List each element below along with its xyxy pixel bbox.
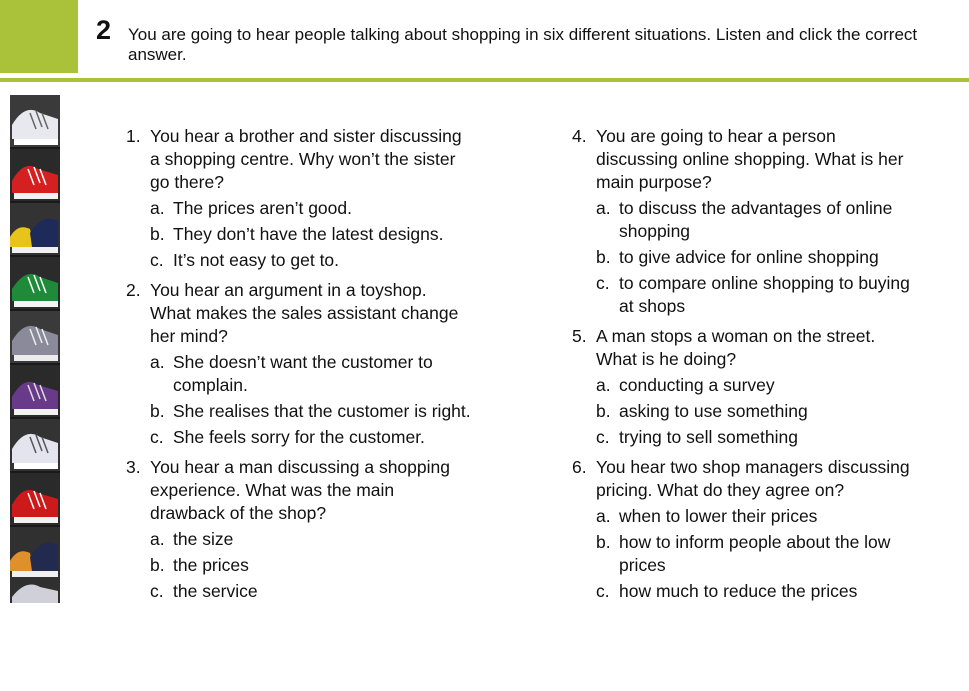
option-1a[interactable] bbox=[150, 197, 471, 220]
option-1c[interactable] bbox=[150, 249, 471, 272]
option-6b[interactable] bbox=[596, 531, 912, 577]
option-letter: a. bbox=[150, 529, 165, 549]
option-text: the size bbox=[173, 529, 234, 549]
option-letter: b. bbox=[150, 555, 165, 575]
header-divider bbox=[0, 78, 969, 82]
option-letter: a. bbox=[150, 352, 165, 372]
option-letter: c. bbox=[150, 581, 164, 601]
option-6a[interactable] bbox=[596, 505, 912, 528]
option-letter: c. bbox=[150, 427, 164, 447]
option-text: It’s not easy to get to. bbox=[173, 250, 340, 270]
question-5 bbox=[572, 325, 912, 452]
option-text: how much to reduce the prices bbox=[619, 581, 858, 601]
option-letter: a. bbox=[596, 375, 611, 395]
option-text: how to inform people about the low prices bbox=[619, 532, 891, 575]
option-text: when to lower their prices bbox=[619, 506, 818, 526]
option-letter: c. bbox=[596, 581, 610, 601]
question-1 bbox=[126, 125, 471, 275]
option-3c[interactable] bbox=[150, 580, 471, 603]
option-letter: b. bbox=[596, 247, 611, 267]
sneaker-row-white-2 bbox=[10, 419, 60, 471]
option-text: asking to use something bbox=[619, 401, 808, 421]
option-letter: c. bbox=[596, 273, 610, 293]
header-accent-block bbox=[0, 0, 78, 73]
question-number: 3. bbox=[126, 457, 141, 477]
option-text: the service bbox=[173, 581, 258, 601]
option-text: The prices aren’t good. bbox=[173, 198, 352, 218]
option-5c[interactable] bbox=[596, 426, 912, 449]
question-2 bbox=[126, 279, 471, 452]
question-number: 5. bbox=[572, 326, 587, 346]
option-4c[interactable] bbox=[596, 272, 912, 318]
sneaker-row-green bbox=[10, 257, 60, 309]
sneaker-row-red-2 bbox=[10, 473, 60, 525]
option-letter: a. bbox=[596, 198, 611, 218]
sneaker-row-red bbox=[10, 149, 60, 201]
question-number: 1. bbox=[126, 126, 141, 146]
option-text: She realises that the customer is right. bbox=[173, 401, 471, 421]
option-text: to give advice for online shopping bbox=[619, 247, 879, 267]
sneaker-row-purple bbox=[10, 365, 60, 417]
option-letter: a. bbox=[150, 198, 165, 218]
question-text: You hear two shop managers discussing pricing. What do they agree on? bbox=[596, 457, 910, 500]
option-letter: b. bbox=[150, 401, 165, 421]
question-number: 6. bbox=[572, 457, 587, 477]
exercise-instruction: You are going to hear people talking about shopping in six different situations. Listen and click the correct answer. bbox=[128, 25, 918, 64]
sneaker-row-grey bbox=[10, 311, 60, 363]
question-text: You hear a man discussing a shopping experience. What was the main drawback of the shop? bbox=[150, 457, 450, 523]
question-4 bbox=[572, 125, 912, 321]
question-text: You hear a brother and sister discussing a shopping centre. Why won’t the sister go there? bbox=[150, 126, 462, 192]
option-text: trying to sell something bbox=[619, 427, 798, 447]
option-4b[interactable] bbox=[596, 246, 912, 269]
exercise-number: 2 bbox=[96, 15, 112, 45]
option-letter: c. bbox=[150, 250, 164, 270]
option-letter: c. bbox=[596, 427, 610, 447]
option-text: They don’t have the latest designs. bbox=[173, 224, 444, 244]
option-2b[interactable] bbox=[150, 400, 471, 423]
questions-left-column bbox=[126, 125, 471, 610]
sneaker-row-white bbox=[10, 95, 60, 147]
option-text: to discuss the advantages of online shopping bbox=[619, 198, 893, 241]
option-4a[interactable] bbox=[596, 197, 912, 243]
question-text: You hear an argument in a toyshop. What makes the sales assistant change her mind? bbox=[150, 280, 459, 346]
option-6c[interactable] bbox=[596, 580, 912, 603]
option-text: She feels sorry for the customer. bbox=[173, 427, 425, 447]
question-number: 2. bbox=[126, 280, 141, 300]
question-number: 4. bbox=[572, 126, 587, 146]
question-text: A man stops a woman on the street. What is he doing? bbox=[596, 326, 876, 369]
option-text: She doesn’t want the customer to complain. bbox=[173, 352, 433, 395]
option-letter: b. bbox=[596, 532, 611, 552]
question-6 bbox=[572, 456, 912, 606]
option-text: to compare online shopping to buying at shops bbox=[619, 273, 910, 316]
sneakers-photo-strip bbox=[10, 95, 60, 603]
option-letter: b. bbox=[150, 224, 165, 244]
option-2c[interactable] bbox=[150, 426, 471, 449]
option-2a[interactable] bbox=[150, 351, 471, 397]
sneaker-row-orange-navy bbox=[10, 527, 60, 603]
option-text: the prices bbox=[173, 555, 249, 575]
question-text: You are going to hear a person discussing online shopping. What is her main purpose? bbox=[596, 126, 904, 192]
option-letter: a. bbox=[596, 506, 611, 526]
questions-right-column bbox=[572, 125, 912, 610]
option-3a[interactable] bbox=[150, 528, 471, 551]
option-5b[interactable] bbox=[596, 400, 912, 423]
option-1b[interactable] bbox=[150, 223, 471, 246]
option-3b[interactable] bbox=[150, 554, 471, 577]
option-letter: b. bbox=[596, 401, 611, 421]
option-5a[interactable] bbox=[596, 374, 912, 397]
sneaker-row-yellow-navy bbox=[10, 203, 60, 255]
question-3 bbox=[126, 456, 471, 606]
option-text: conducting a survey bbox=[619, 375, 775, 395]
